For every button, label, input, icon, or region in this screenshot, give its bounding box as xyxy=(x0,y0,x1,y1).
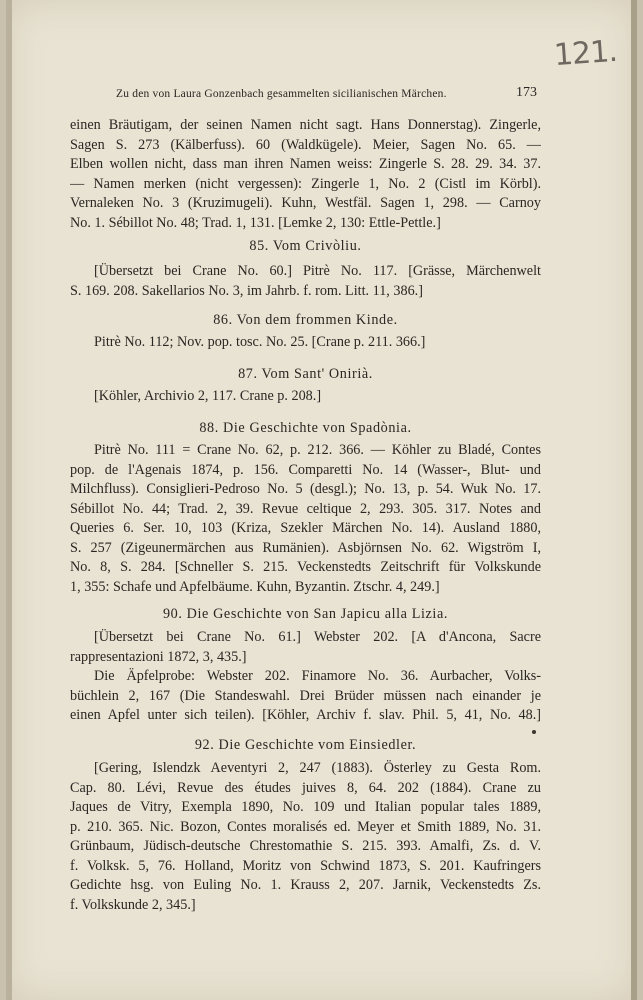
page-right-edge xyxy=(631,0,637,1000)
text-line: Die Äpfelprobe: Webster 202. Finamore No. 36. Aurbacher, Volks- xyxy=(94,668,541,684)
text-line: einen Apfel unter sich teilen). [Köhler, Archiv f. slav. Phil. 5, 41, No. 48.] xyxy=(70,707,541,723)
text-line: Jaques de Vitry, Exempla 1890, No. 109 und Italian popular tales 1889, xyxy=(70,799,541,815)
text-line: Queries 6. Ser. 10, 103 (Kriza, Szekler Märchen No. 14). Ausland 1880, xyxy=(70,520,541,536)
section-heading-87: 87. Vom Sant' Onirià. xyxy=(238,366,373,382)
section-heading-86: 86. Von dem frommen Kinde. xyxy=(213,312,398,328)
section-85-body xyxy=(70,262,541,301)
page-number: 173 xyxy=(516,85,537,100)
section-86-body xyxy=(94,333,541,353)
text-line: No. 1. Sébillot No. 48; Trad. 1, 131. [Lemke 2, 130: Ettle-Pettle.] xyxy=(70,214,441,231)
text-line: büchlein 2, 167 (Die Standeswahl. Drei Brüder müssen nach einander je xyxy=(70,687,541,704)
section-87-body xyxy=(94,387,541,407)
text-line: rappresentazioni 1872, 3, 435.] xyxy=(70,648,247,665)
text-line: [Übersetzt bei Crane No. 60.] Pitrè No. 117. [Grässe, Märchenwelt xyxy=(94,263,541,279)
text-line: Milchfluss). Consiglieri-Pedroso No. 5 (desgl.); No. 13, p. 54. Wuk No. 17. xyxy=(70,481,541,497)
text-line: No. 8, S. 284. [Schneller S. 215. Veckenstedts Zeitschrift für Volkskunde xyxy=(70,559,541,575)
book-page xyxy=(6,0,637,1000)
text-line: Vernaleken No. 3 (Kruzimugeli). Kuhn, Westfäl. Sagen 1, 298. — Carnoy xyxy=(70,195,541,211)
text-line: Sébillot No. 44; Trad. 2, 39. Revue celtique 2, 293. 305. 317. Notes and xyxy=(70,500,541,517)
text-line: Gedichte hsg. von Euling No. 1. Krauss 2, 207. Jarnik, Veckenstedts Zs. xyxy=(70,877,541,893)
text-line: pop. de l'Agenais 1874, p. 156. Comparetti No. 14 (Wasser-, Blut- und xyxy=(70,461,541,478)
page-left-edge xyxy=(6,0,12,1000)
intro-paragraph xyxy=(70,116,541,233)
section-heading-85: 85. Vom Crivòliu. xyxy=(249,238,362,254)
text-line: S. 169. 208. Sakellarios No. 3, im Jahrb. f. rom. Litt. 11, 386.] xyxy=(70,282,423,299)
text-line: Pitrè No. 111 = Crane No. 62, p. 212. 366. — Köhler zu Bladé, Contes xyxy=(94,442,541,458)
section-88-body xyxy=(70,441,541,597)
section-heading-88: 88. Die Geschichte von Spadònia. xyxy=(199,420,412,436)
text-line: S. 257 (Zigeunermärchen aus Rumänien). Asbjörnsen No. 62. Wigström I, xyxy=(70,539,541,556)
text-line: [Gering, Islendzk Aeventyri 2, 247 (1883). Österley zu Gesta Rom. xyxy=(94,760,541,776)
text-line: f. Volkskunde 2, 345.] xyxy=(70,896,196,913)
text-line: Elben wollen nicht, dass man ihren Namen weiss: Zingerle S. 28. 29. 34. 37. xyxy=(70,156,541,172)
text-line: Cap. 80. Lévi, Revue des études juives 8, 64. 202 (1884). Crane zu xyxy=(70,779,541,796)
section-heading-92: 92. Die Geschichte vom Einsiedler. xyxy=(194,737,417,753)
text-line: Sagen S. 273 (Kälberfuss). 60 (Waldkügele). Meier, Sagen No. 65. — xyxy=(70,136,541,153)
text-line: — Namen merken (nicht vergessen): Zingerle 1, No. 2 (Cistl im Körbl). xyxy=(70,175,541,192)
running-head: Zu den von Laura Gonzenbach gesammelten sicilianischen Märchen. xyxy=(116,88,447,100)
text-line: [Köhler, Archivio 2, 117. Crane p. 208.] xyxy=(94,388,322,404)
text-line: Grünbaum, Jüdisch-deutsche Chrestomathie S. 215. 393. Amalfi, Zs. d. V. xyxy=(70,838,541,854)
text-line: Pitrè No. 112; Nov. pop. tosc. No. 25. [Crane p. 211. 366.] xyxy=(94,334,426,350)
section-heading-90: 90. Die Geschichte von San Japicu alla Lizia. xyxy=(162,606,449,622)
text-line: 1, 355: Schafe und Apfelbäume. Kuhn, Byzantin. Ztschr. 4, 249.] xyxy=(70,578,440,595)
text-line: [Übersetzt bei Crane No. 61.] Webster 202. [A d'Ancona, Sacre xyxy=(94,629,541,645)
text-line: p. 210. 365. Nic. Bozon, Contes moralisés ed. Meyer et Smith 1889, No. 31. xyxy=(70,818,541,835)
text-line: einen Bräutigam, der seinen Namen nicht sagt. Hans Donnerstag). Zingerle, xyxy=(70,117,541,133)
handwritten-folio-number: 121. xyxy=(552,33,618,74)
ink-speck xyxy=(532,730,536,734)
section-92-body xyxy=(70,759,541,915)
text-line: f. Volksk. 5, 76. Holland, Moritz von Schwind 1873, S. 201. Kaufringers xyxy=(70,857,541,874)
section-90-body xyxy=(70,628,541,726)
